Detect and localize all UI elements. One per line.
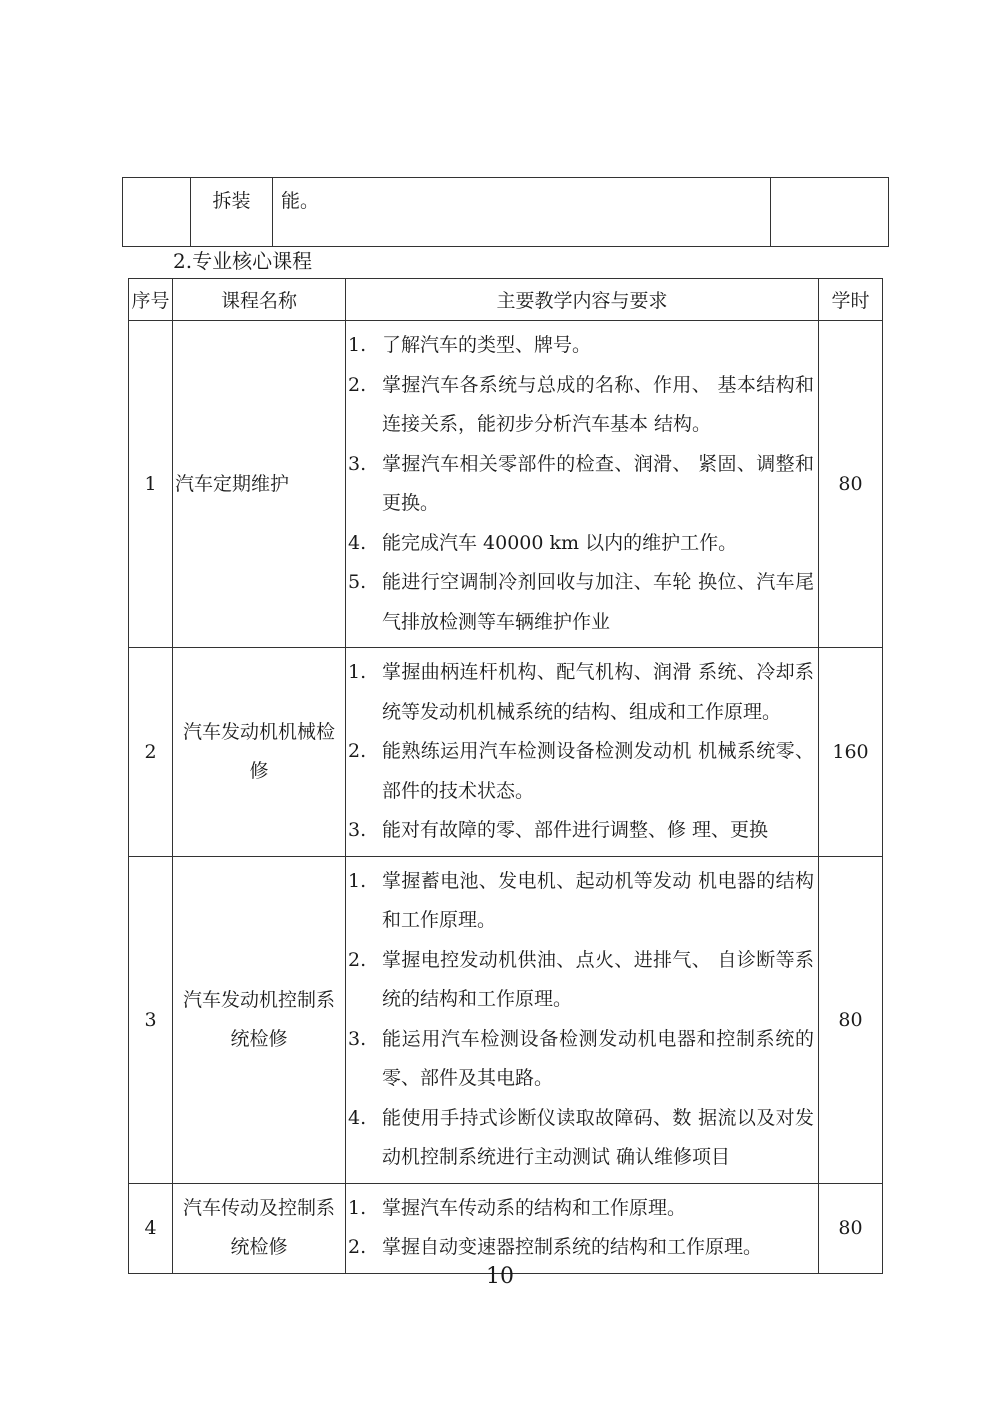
- item-text: 能运用汽车检测设备检测发动机电器和控制系统的零、部件及其电路。: [382, 1027, 814, 1089]
- continuation-hours-cell: [771, 178, 889, 247]
- table-row: [129, 648, 883, 857]
- continuation-no-cell: [123, 178, 191, 247]
- item-number: 3.: [348, 1027, 367, 1050]
- page-number: 10: [486, 1264, 514, 1289]
- item-number: 1.: [348, 661, 367, 683]
- continuation-row: [123, 178, 889, 247]
- item-number: 4.: [348, 1106, 367, 1129]
- course-no: 4: [129, 1183, 173, 1273]
- header-content: 主要教学内容与要求: [346, 279, 819, 321]
- course-hours: 80: [819, 856, 883, 1183]
- content-item: [346, 1020, 814, 1099]
- item-text: 掌握汽车传动系的结构和工作原理。: [382, 1196, 687, 1219]
- content-item: [346, 563, 814, 642]
- content-item: [346, 326, 814, 366]
- item-text: 掌握电控发动机供油、点火、进排气、 自诊断等系统的结构和工作原理。: [382, 948, 814, 1010]
- header-hours: 学时: [819, 279, 883, 321]
- item-number: 3.: [348, 819, 367, 841]
- item-text: 能熟练运用汽车检测设备检测发动机 机械系统零、部件的技术状态。: [382, 740, 814, 802]
- item-number: 1.: [348, 334, 367, 356]
- course-content: [346, 321, 819, 648]
- item-number: 2.: [348, 1236, 367, 1258]
- item-text: 掌握自动变速器控制系统的结构和工作原理。: [382, 1236, 763, 1258]
- item-number: 4.: [348, 531, 367, 554]
- table-row: [129, 1183, 883, 1273]
- course-content: [346, 1183, 819, 1273]
- item-number: 5.: [348, 571, 367, 593]
- table-header-row: [129, 279, 883, 321]
- header-no: 序号: [129, 279, 173, 321]
- item-text: 能进行空调制冷剂回收与加注、车轮 换位、汽车尾气排放检测等车辆维护作业: [382, 571, 814, 633]
- content-item: [346, 862, 814, 941]
- item-text: 能使用手持式诊断仪读取故障码、数 据流以及对发动机控制系统进行主动测试 确认维修项目: [382, 1106, 814, 1168]
- item-text: 掌握汽车相关零部件的检查、润滑、 紧固、调整和更换。: [382, 452, 814, 514]
- content-item: [346, 941, 814, 1020]
- course-name: 汽车发动机控制系统检修: [173, 856, 346, 1183]
- continuation-name-cell: 拆装: [191, 178, 273, 247]
- course-hours: 80: [819, 321, 883, 648]
- content-item: [346, 1189, 814, 1229]
- course-name: 汽车发动机机械检修: [173, 648, 346, 857]
- course-content: [346, 648, 819, 857]
- course-content: [346, 856, 819, 1183]
- item-number: 1.: [348, 869, 367, 892]
- course-name: 汽车传动及控制系统检修: [173, 1183, 346, 1273]
- item-text: 能完成汽车 40000 km 以内的维护工作。: [382, 531, 738, 554]
- table-row: [129, 856, 883, 1183]
- course-hours: 160: [819, 648, 883, 857]
- continuation-table: [122, 177, 889, 247]
- content-item: [346, 1228, 814, 1268]
- content-item: [346, 811, 814, 851]
- item-number: 1.: [348, 1196, 367, 1219]
- content-item: [346, 653, 814, 732]
- table-row: [129, 321, 883, 648]
- content-item: [346, 1099, 814, 1178]
- content-item: [346, 366, 814, 445]
- item-text: 了解汽车的类型、牌号。: [382, 334, 592, 356]
- item-text: 掌握汽车各系统与总成的名称、作用、 基本结构和连接关系，能初步分析汽车基本 结构。: [382, 373, 814, 435]
- item-text: 能对有故障的零、部件进行调整、修 理、更换: [382, 819, 769, 841]
- content-item: [346, 445, 814, 524]
- header-name: 课程名称: [173, 279, 346, 321]
- course-no: 2: [129, 648, 173, 857]
- course-no: 1: [129, 321, 173, 648]
- course-name: 汽车定期维护: [173, 321, 346, 648]
- course-hours: 80: [819, 1183, 883, 1273]
- content-item: [346, 732, 814, 811]
- item-number: 2.: [348, 948, 367, 971]
- section-heading: 2.专业核心课程: [173, 249, 313, 273]
- course-no: 3: [129, 856, 173, 1183]
- content-item: [346, 524, 814, 564]
- core-course-table: [128, 278, 883, 1274]
- item-number: 2.: [348, 373, 367, 396]
- item-text: 掌握蓄电池、发电机、起动机等发动 机电器的结构和工作原理。: [382, 869, 814, 931]
- item-number: 3.: [348, 452, 367, 475]
- item-number: 2.: [348, 740, 367, 762]
- continuation-text-cell: 能。: [273, 178, 771, 247]
- item-text: 掌握曲柄连杆机构、配气机构、润滑 系统、冷却系统等发动机机械系统的结构、组成和工作原理。: [382, 661, 814, 723]
